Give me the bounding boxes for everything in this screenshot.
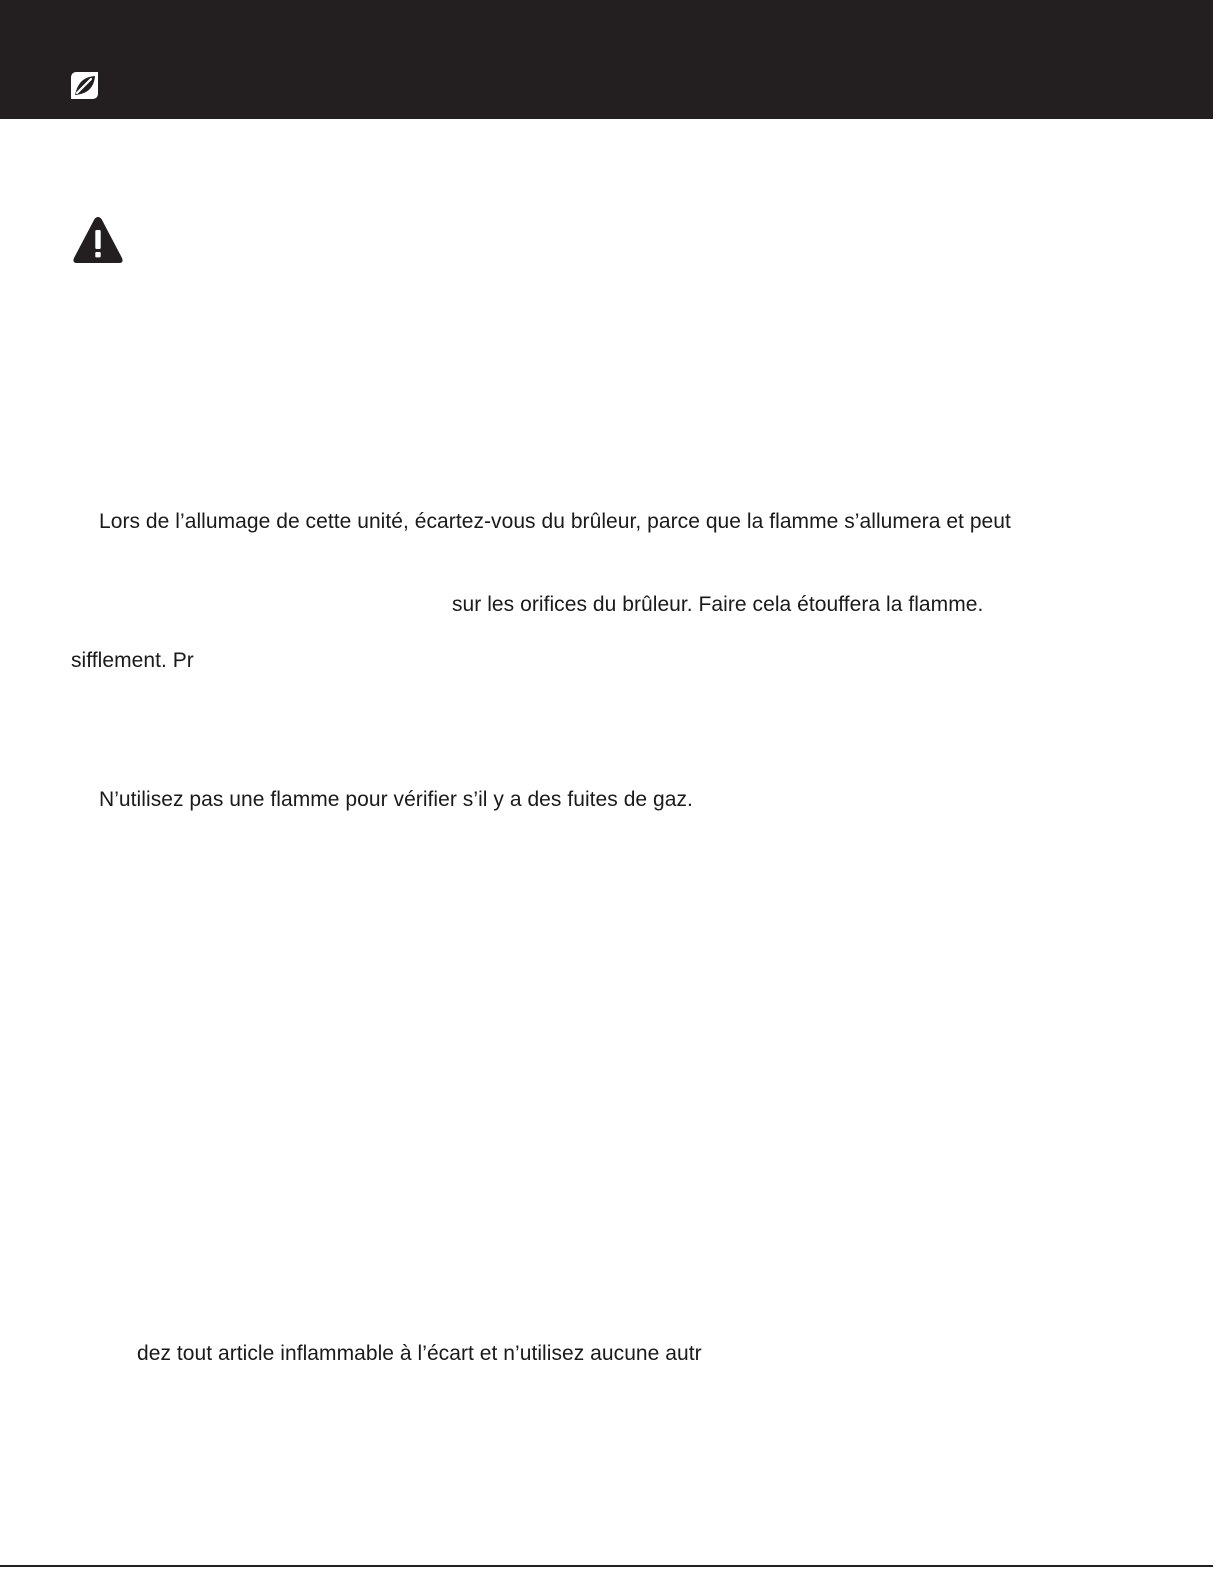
safety-text-line-1: Lors de l’allumage de cette unité, écartez-vous du brûleur, parce que la flamme s’allumera et peut [99, 510, 1011, 533]
page-bottom-rule [0, 1565, 1213, 1567]
safety-text-line-5: dez tout article inflammable à l’écart et n’utilisez aucune autr [137, 1342, 702, 1365]
brand-leaf-logo-icon [71, 72, 98, 99]
safety-text-line-2: sur les orifices du brûleur. Faire cela étouffera la flamme. [452, 593, 984, 616]
safety-text-line-4: N’utilisez pas une flamme pour vérifier s’il y a des fuites de gaz. [99, 788, 693, 811]
safety-text-line-3: sifflement. Pr [71, 649, 194, 672]
page-header-bar [0, 0, 1213, 119]
warning-triangle-icon [72, 216, 124, 264]
